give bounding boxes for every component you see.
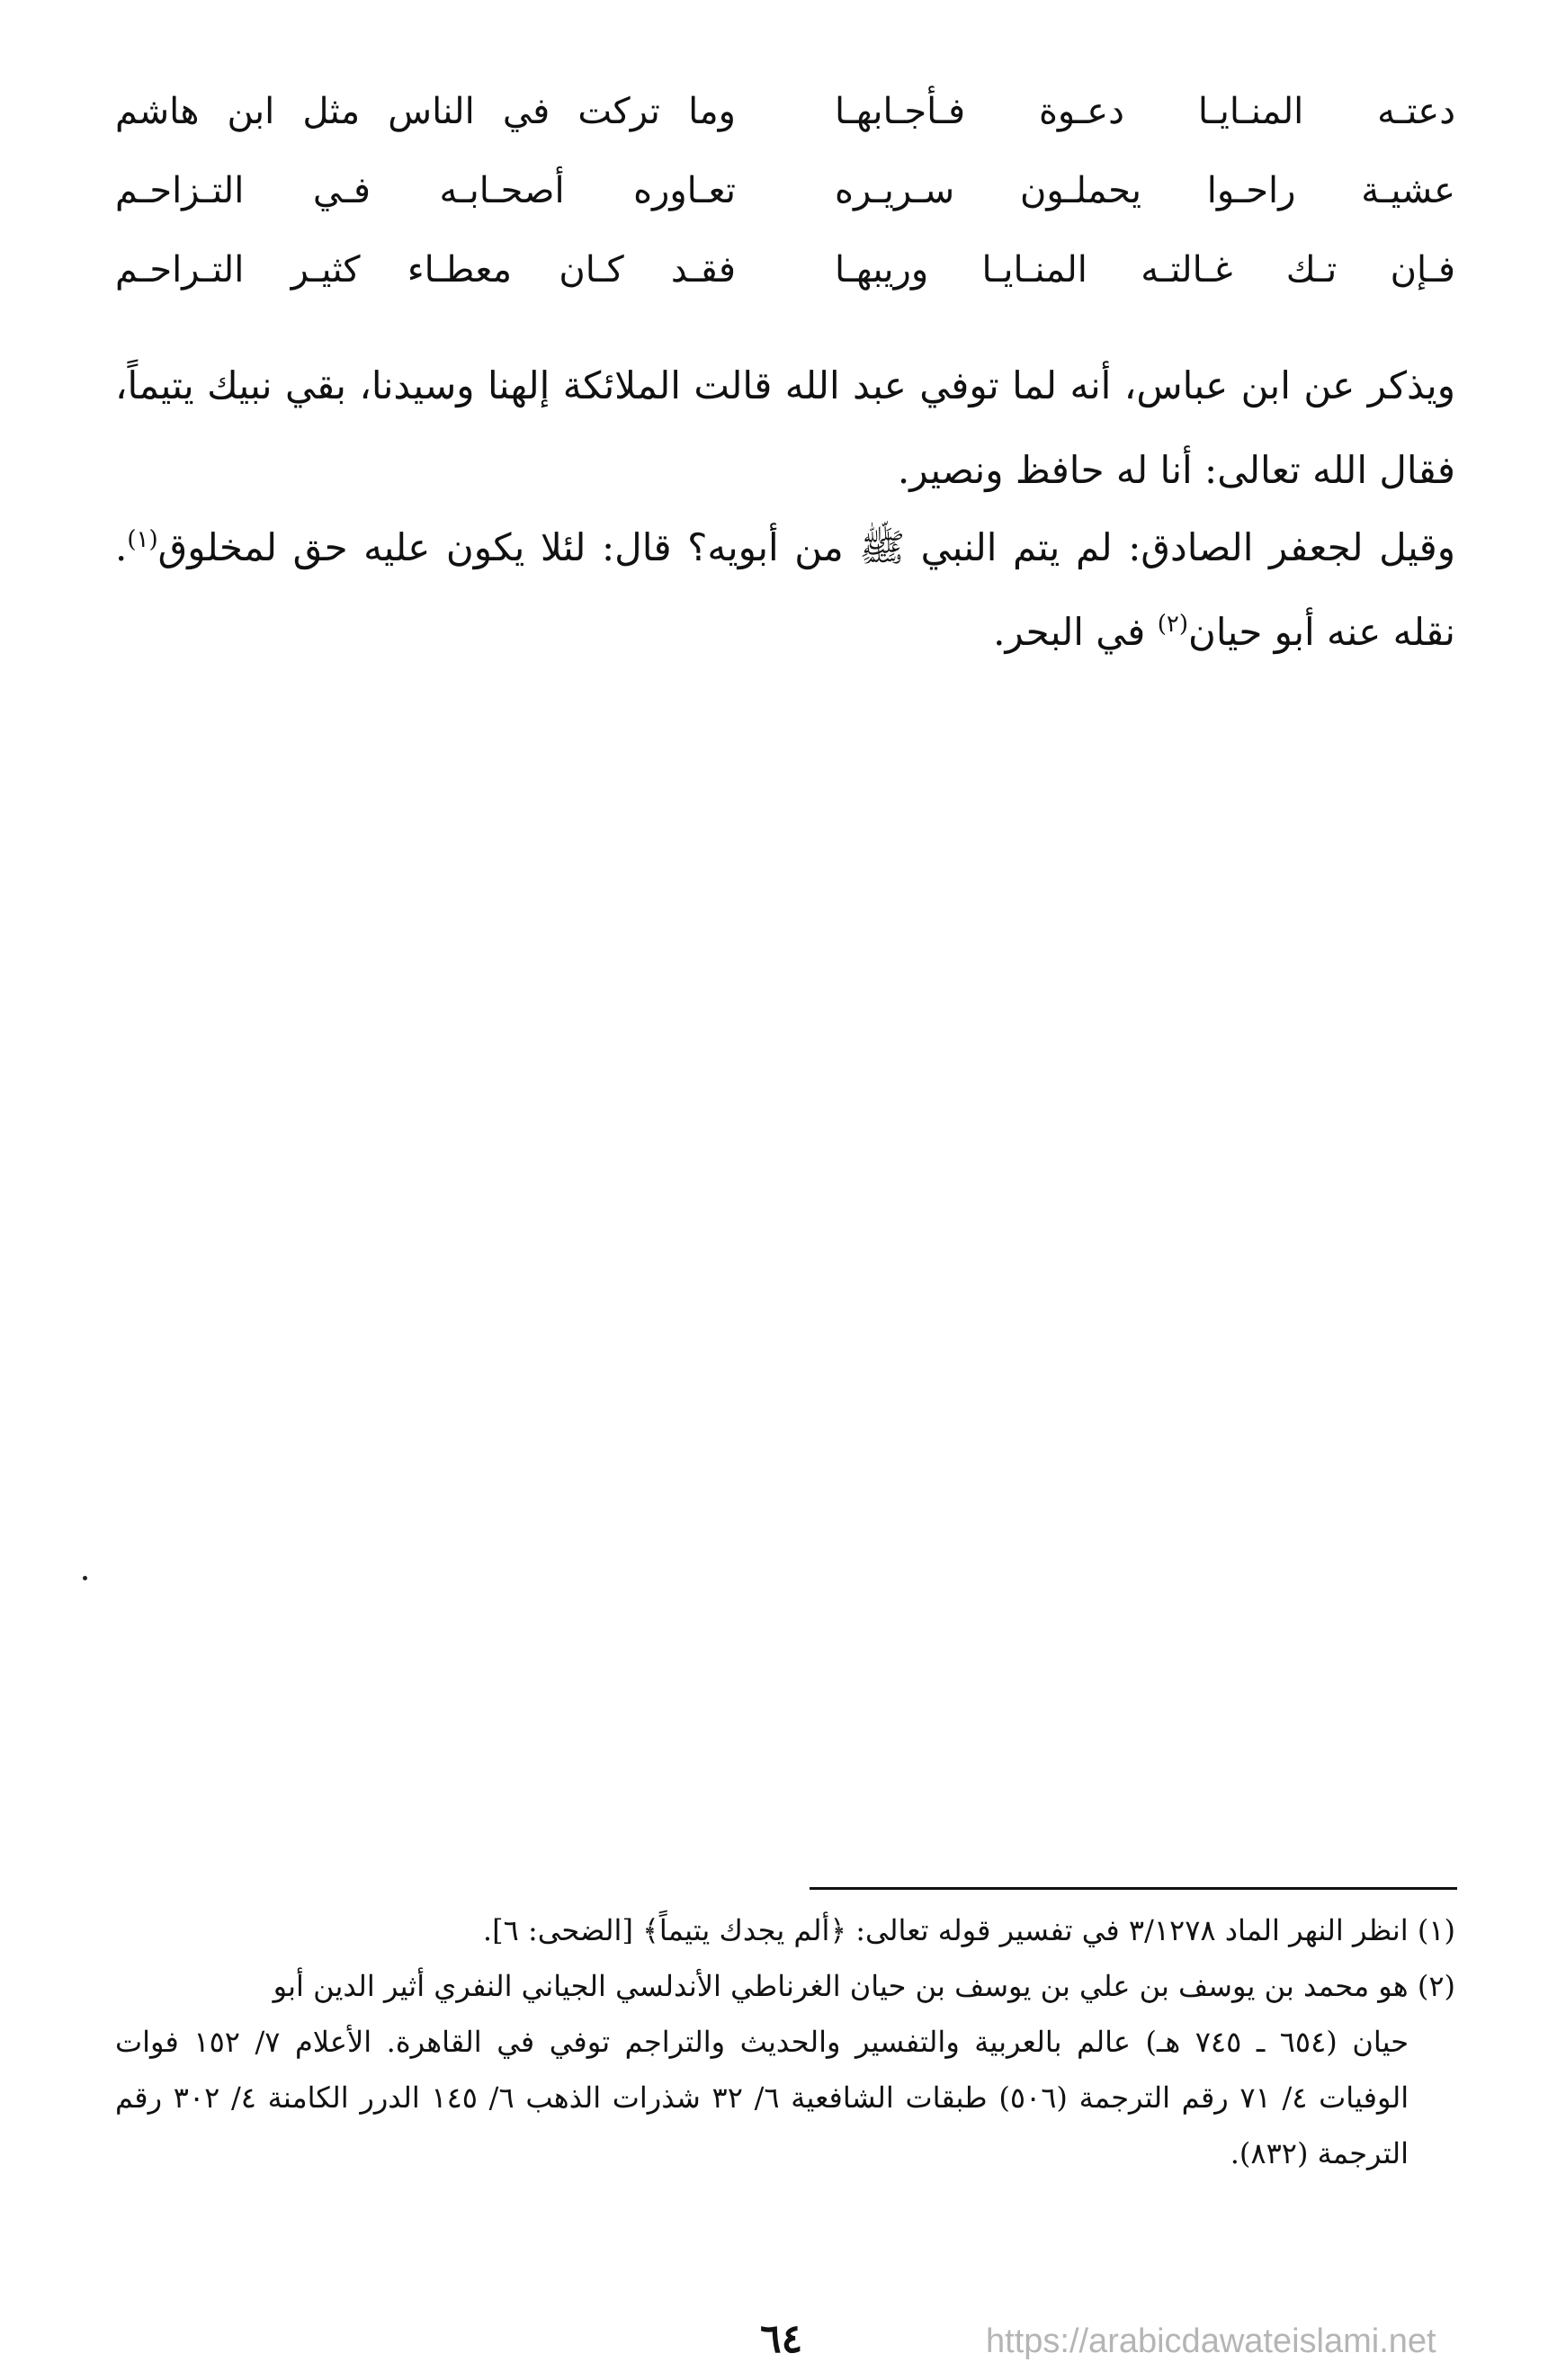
watermark-url: https://arabicdawateislami.net [986,2322,1436,2360]
verse-first-hemistich: دعتـه المنـايـا دعـوة فـأجـابهـا [835,91,1455,132]
verse-second-hemistich: وما تركت في الناس مثل ابن هاشم [115,91,736,132]
verse-second-hemistich: فقـد كـان معطـاء كثيـر التـراحـم [115,249,736,291]
verse-line [115,72,1455,151]
verse-line [115,230,1455,309]
paragraph-text: وقيل لجعفر الصادق: لم يتم النبي ﷺ من أبويه؟ قال: لئلا يكون عليه حق لمخلوق [157,525,1455,569]
verse-line [115,151,1455,230]
stray-mark [83,1576,87,1580]
footnote-2-continued: حيان (٦٥٤ ـ ٧٤٥ هـ) عالم بالعربية والتفسير والحديث والتراجم توفي في القاهرة. الأعلام ٧/ ١٥٢ فوات الوفيات ٤/ ٧١ رقم الترجمة (٥٠٦) طبقات الشافعية ٦/ ٣٢ شذرات الذهب ٦/ ١٤٥ الدرر الكامنة ٤/ ٣٠٢ رقم الترجمة (٨٣٢). [115,2025,1409,2170]
paragraph-text: في البحر. [993,610,1158,654]
page-number: ٦٤ [760,2316,803,2362]
footnote-separator [810,1887,1457,1890]
footnote-ref-2[interactable]: (٢) [1157,611,1188,638]
footnote-1: (١) انظر النهر الماد ٣/١٢٧٨ في تفسير قوله تعالى: ﴿ألم يجدك يتيماً﴾ [الضحى: ٦]. [482,1913,1455,1947]
verse-first-hemistich: عشيـة راحـوا يحملـون سـريـره [835,170,1455,211]
footnote-2: (٢) هو محمد بن يوسف بن علي بن يوسف بن حيان الغرناطي الأندلسي الجياني النفري أثير الدين أبو [273,1969,1455,2003]
paragraph-text: . نقله عنه أبو حيان [115,525,1455,654]
verse-second-hemistich: تعـاوره أصحـابـه فـي التـزاحـم [115,170,736,211]
footnote-ref-1[interactable]: (١) [127,526,158,553]
footnotes-block [115,1902,1455,2181]
verse-first-hemistich: فـإن تـك غـالتـه المنـايـا وريبهـا [835,249,1455,291]
body-paragraph: ويذكر عن ابن عباس، أنه لما توفي عبد الله قالت الملائكة إلهنا وسيدنا، بقي نبيك يتيماً، فقال الله تعالى: أنا له حافظ ونصير. [115,363,1455,492]
poetry-block [115,72,1455,309]
body-paragraph [115,506,1455,675]
